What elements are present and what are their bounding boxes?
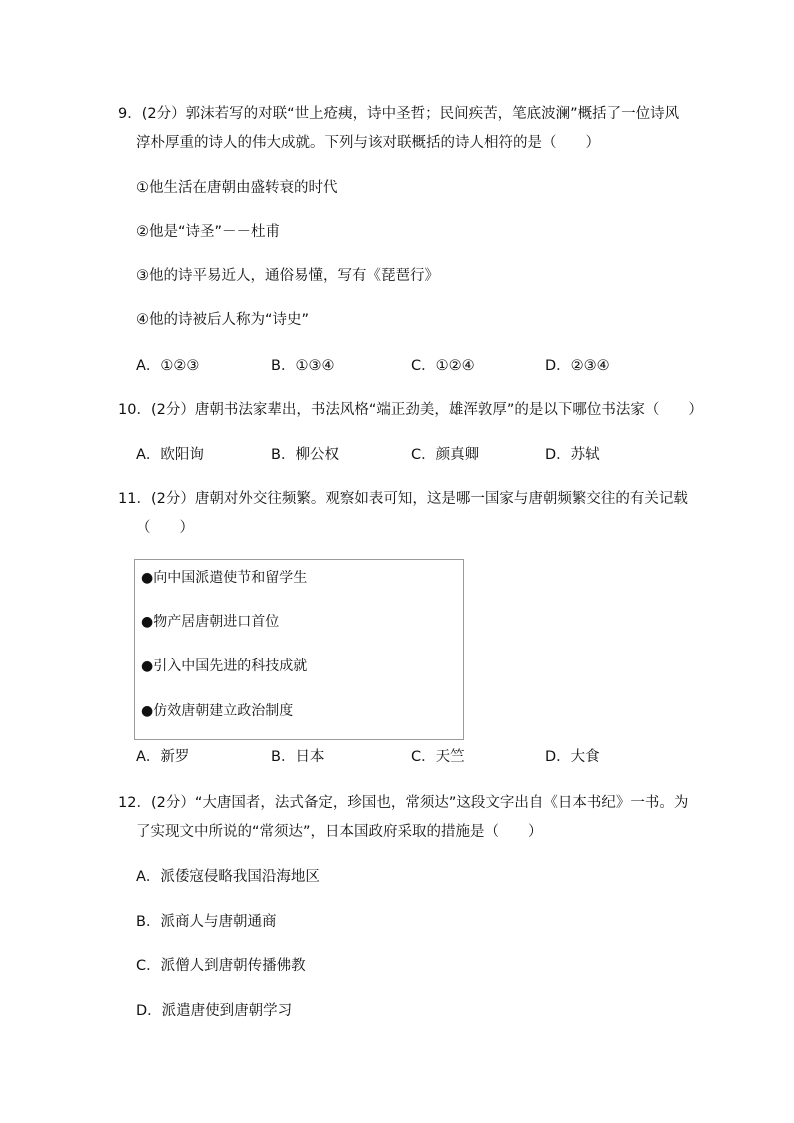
q12-option-b[interactable]: B．派商人与唐朝通商: [136, 914, 277, 930]
q9-statement-3: ③他的诗平易近人，通俗易懂，写有《琵琶行》: [136, 268, 439, 284]
q10-option-a[interactable]: A．欧阳询: [136, 447, 204, 463]
q9-statement-1: ①他生活在唐朝由盛转衰的时代: [136, 180, 338, 196]
q9-stem-line2: 淳朴厚重的诗人的伟大成就。下列与该对联概括的诗人相符的是（ ）: [136, 135, 600, 151]
q10-stem-line1: 10．(2分）唐朝书法家辈出，书法风格“端正劲美，雄浑敦厚”的是以下哪位书法家（ ）: [118, 402, 703, 418]
q9-option-c[interactable]: C．①②④: [411, 358, 475, 374]
q12-option-a[interactable]: A．派倭寇侵略我国沿海地区: [136, 869, 320, 885]
q9-statement-2: ②他是“诗圣”－－杜甫: [136, 224, 281, 240]
q10-option-b[interactable]: B．柳公权: [271, 447, 339, 463]
q11-stem-line2: （ ）: [136, 520, 194, 536]
q12-option-c[interactable]: C．派僧人到唐朝传播佛教: [136, 958, 306, 974]
q12-stem-line2: 了实现文中所说的“常须达”，日本国政府采取的措施是（ ）: [136, 824, 543, 840]
q11-option-c[interactable]: C．天竺: [411, 749, 465, 765]
q11-records-table: [134, 559, 464, 740]
q12-stem-line1: 12．(2分）“大唐国者，法式备定，珍国也，常须达”这段文字出自《日本书纪》一书。为: [118, 795, 689, 811]
q9-option-b[interactable]: B．①③④: [271, 358, 335, 374]
q11-option-d[interactable]: D．大食: [545, 749, 600, 765]
q12-option-d[interactable]: D．派遣唐使到唐朝学习: [136, 1003, 293, 1019]
q11-record-3: ●引入中国先进的科技成就: [141, 658, 308, 674]
q11-record-1: ●向中国派遣使节和留学生: [141, 570, 308, 586]
q9-option-d[interactable]: D．②③④: [545, 358, 610, 374]
q11-option-a[interactable]: A．新罗: [136, 749, 190, 765]
q9-option-a[interactable]: A．①②③: [136, 358, 200, 374]
q11-record-4: ●仿效唐朝建立政治制度: [141, 703, 294, 719]
q9-stem-line1: 9．(2分）郭沫若写的对联“世上疮痍，诗中圣哲；民间疾苦，笔底波澜”概括了一位诗风: [118, 106, 680, 122]
q11-stem-line1: 11．(2分）唐朝对外交往频繁。观察如表可知，这是哪一国家与唐朝频繁交往的有关记载: [118, 491, 688, 507]
q10-option-d[interactable]: D．苏轼: [545, 447, 600, 463]
q10-option-c[interactable]: C．颜真卿: [411, 447, 480, 463]
q11-record-2: ●物产居唐朝进口首位: [141, 614, 280, 630]
q9-statement-4: ④他的诗被后人称为“诗史”: [136, 312, 310, 328]
q11-option-b[interactable]: B．日本: [271, 749, 325, 765]
